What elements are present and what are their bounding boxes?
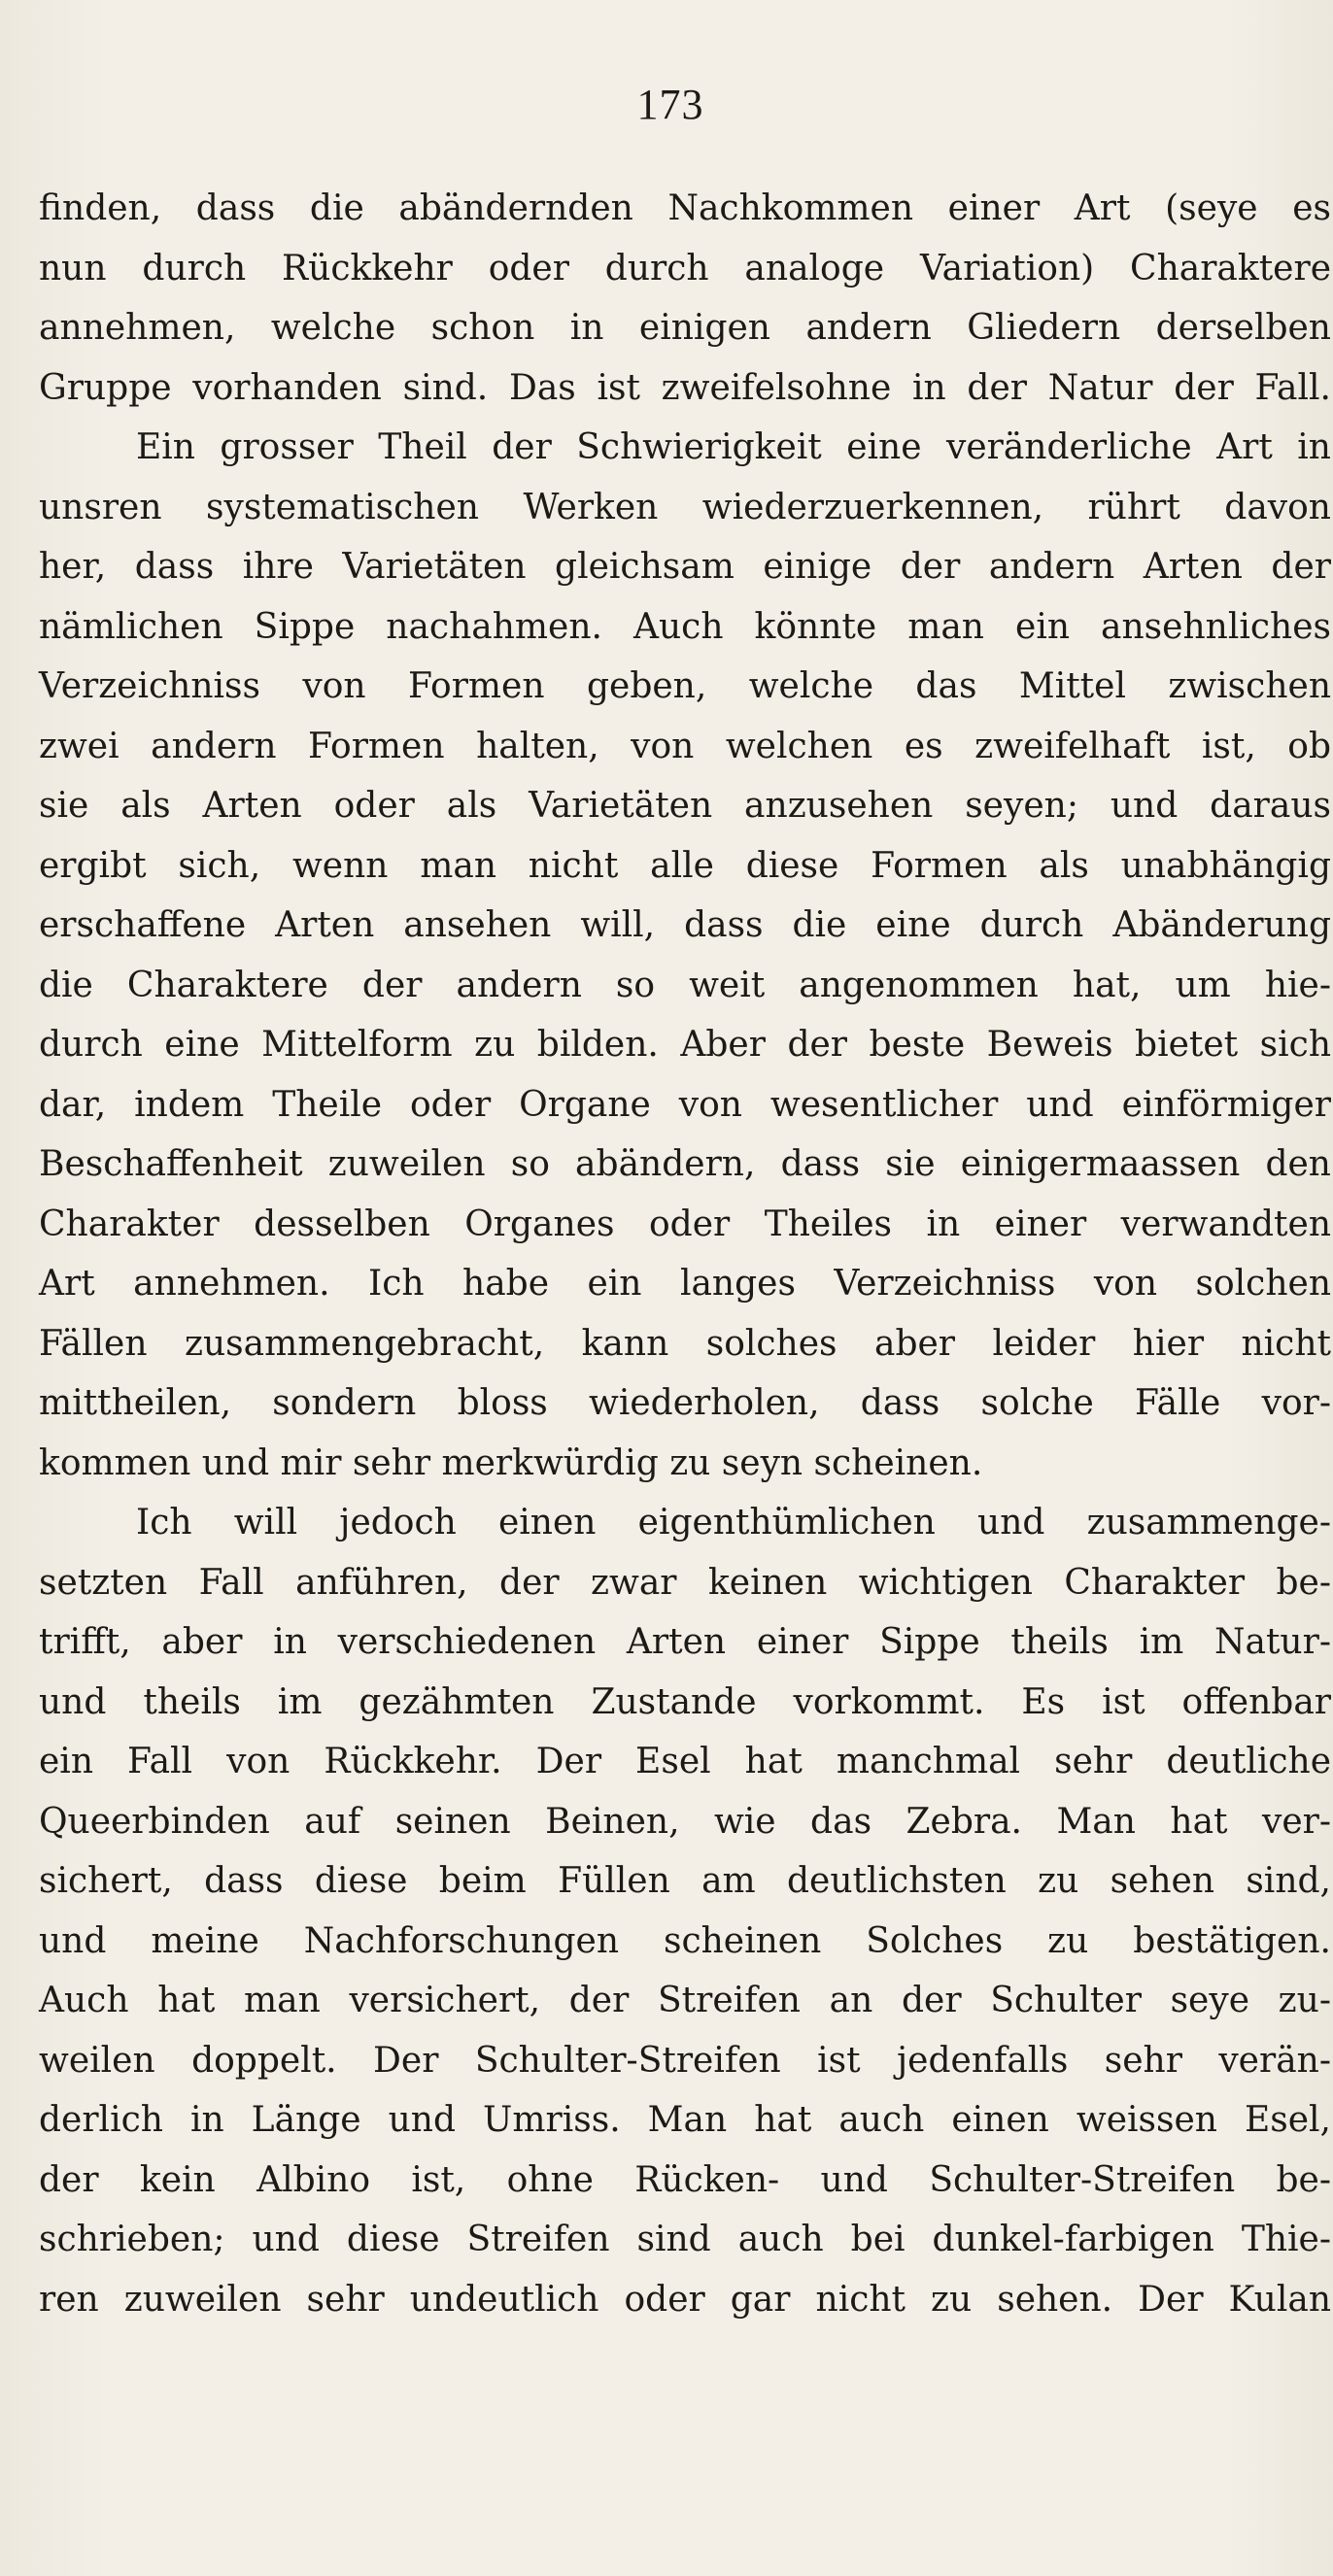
text-line: trifft, aber in verschiedenen Arten einer Sippe theils im Natur-: [39, 1622, 1331, 1662]
text-line: Verzeichniss von Formen geben, welche das Mittel zwischen: [39, 666, 1331, 706]
text-line: Ich will jedoch einen eigenthümlichen und zusammenge-: [136, 1503, 1331, 1542]
text-line: unsren systematischen Werken wiederzuerkennen, rührt davon: [39, 487, 1331, 527]
text-line: kommen und mir sehr merkwürdig zu seyn scheinen.: [39, 1442, 983, 1483]
text-line: Beschaffenheit zuweilen so abändern, dass sie einigermaassen den: [39, 1144, 1331, 1184]
text-line: erschaffene Arten ansehen will, dass die eine durch Abänderung: [39, 905, 1331, 945]
text-line: ein Fall von Rückkehr. Der Esel hat manchmal sehr deutliche: [39, 1742, 1331, 1781]
text-line: Queerbinden auf seinen Beinen, wie das Zebra. Man hat ver-: [39, 1801, 1331, 1842]
text-line: ergibt sich, wenn man nicht alle diese Formen als unabhängig: [39, 845, 1331, 886]
text-line: und meine Nachforschungen scheinen Solches zu bestätigen.: [39, 1920, 1331, 1961]
text-line: Charakter desselben Organes oder Theiles in einer verwandten: [39, 1203, 1331, 1244]
text-line: annehmen, welche schon in einigen andern Gliedern derselben: [39, 308, 1331, 348]
text-line: ren zuweilen sehr undeutlich oder gar nicht zu sehen. Der Kulan: [39, 2279, 1331, 2320]
text-line: mittheilen, sondern bloss wiederholen, dass solche Fälle vor-: [39, 1383, 1331, 1423]
text-line: zwei andern Formen halten, von welchen es zweifelhaft ist, ob: [39, 726, 1331, 766]
text-line: finden, dass die abändernden Nachkommen einer Art (seye es: [39, 188, 1331, 228]
text-line: Ein grosser Theil der Schwierigkeit eine veränderliche Art in: [136, 427, 1331, 467]
text-line: schrieben; und diese Streifen sind auch bei dunkel-farbigen Thie-: [39, 2220, 1331, 2259]
text-line: durch eine Mittelform zu bilden. Aber der beste Beweis bietet sich: [39, 1025, 1331, 1065]
text-line: setzten Fall anführen, der zwar keinen wichtigen Charakter be-: [39, 1562, 1331, 1603]
text-line: nämlichen Sippe nachahmen. Auch könnte man ein ansehnliches: [39, 606, 1331, 647]
text-line: Gruppe vorhanden sind. Das ist zweifelsohne in der Natur der Fall.: [39, 367, 1331, 408]
text-line: sichert, dass diese beim Füllen am deutlichsten zu sehen sind,: [39, 1861, 1331, 1901]
text-line: derlich in Länge und Umriss. Man hat auch einen weissen Esel,: [39, 2100, 1331, 2140]
text-line: die Charaktere der andern so weit angenommen hat, um hie-: [39, 965, 1331, 1005]
text-line: Auch hat man versichert, der Streifen an der Schulter seye zu-: [39, 1981, 1331, 2020]
body-text: [39, 179, 1331, 2329]
text-line: sie als Arten oder als Varietäten anzusehen seyen; und daraus: [39, 786, 1331, 826]
text-line: dar, indem Theile oder Organe von wesentlicher und einförmiger: [39, 1084, 1331, 1125]
text-line: her, dass ihre Varietäten gleichsam einige der andern Arten der: [39, 547, 1331, 587]
text-line: Fällen zusammengebracht, kann solches aber leider hier nicht: [39, 1323, 1331, 1364]
text-line: und theils im gezähmten Zustande vorkommt. Es ist offenbar: [39, 1681, 1331, 1722]
text-line: nun durch Rückkehr oder durch analoge Variation) Charaktere: [39, 248, 1331, 288]
text-line: der kein Albino ist, ohne Rücken- und Schulter-Streifen be-: [39, 2159, 1331, 2200]
text-line: weilen doppelt. Der Schulter-Streifen ist jedenfalls sehr verän-: [39, 2040, 1331, 2081]
page-number: 173: [636, 81, 704, 128]
text-line: Art annehmen. Ich habe ein langes Verzeichniss von solchen: [39, 1264, 1331, 1304]
